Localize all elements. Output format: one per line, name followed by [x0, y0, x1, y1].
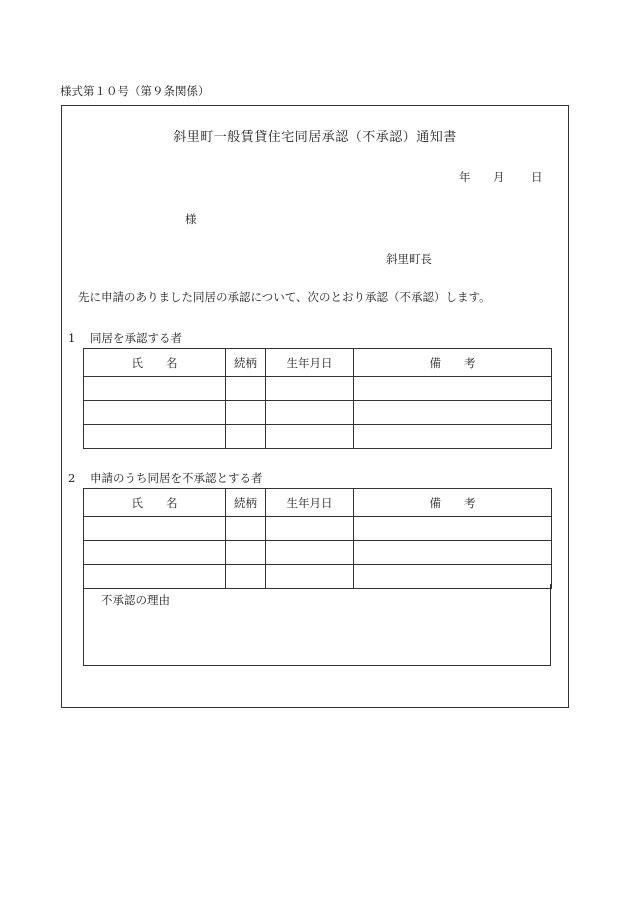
section2-heading — [68, 473, 263, 485]
approved-persons-table — [83, 348, 552, 449]
column-header-relationship: 続柄 — [226, 489, 266, 517]
cell-birthdate[interactable] — [266, 425, 354, 449]
cell-name[interactable] — [84, 425, 226, 449]
column-header-remarks: 備 考 — [354, 489, 552, 517]
cell-birthdate[interactable] — [266, 517, 354, 541]
table-row — [84, 425, 552, 449]
cell-remarks[interactable] — [354, 377, 552, 401]
section1-heading — [68, 333, 182, 345]
cell-name[interactable] — [84, 517, 226, 541]
notice-body-text: 先に申請のありました同居の承認について、次のとおり承認（不承認）します。 — [78, 290, 491, 304]
cell-relationship[interactable] — [226, 517, 266, 541]
addressee-suffix: 様 — [185, 212, 197, 226]
section1-number: 1 — [68, 331, 76, 345]
column-header-remarks: 備 考 — [354, 349, 552, 377]
cell-relationship[interactable] — [226, 425, 266, 449]
date-year-label: 年 — [459, 170, 471, 184]
column-header-birthdate: 生年月日 — [266, 349, 354, 377]
cell-remarks[interactable] — [354, 517, 552, 541]
cell-relationship[interactable] — [226, 541, 266, 565]
table-row — [84, 517, 552, 541]
cell-remarks[interactable] — [354, 541, 552, 565]
cell-birthdate[interactable] — [266, 377, 354, 401]
date-month-label: 月 — [493, 170, 505, 184]
cell-birthdate[interactable] — [266, 401, 354, 425]
column-header-birthdate: 生年月日 — [266, 489, 354, 517]
table-row — [84, 401, 552, 425]
cell-remarks[interactable] — [354, 425, 552, 449]
section1-title: 同居を承認する者 — [90, 331, 182, 345]
table-row — [84, 541, 552, 565]
column-header-relationship: 続柄 — [226, 349, 266, 377]
section2-title: 申請のうち同居を不承認とする者 — [90, 471, 263, 485]
form-number: 様式第１０号（第９条関係） — [60, 84, 210, 98]
table-header-row — [84, 489, 552, 517]
cell-relationship[interactable] — [226, 401, 266, 425]
issuer: 斜里町長 — [386, 252, 432, 266]
document-title: 斜里町一般賃貸住宅同居承認（不承認）通知書 — [173, 130, 457, 145]
rejection-reason-box[interactable] — [83, 584, 551, 666]
cell-birthdate[interactable] — [266, 541, 354, 565]
cell-name[interactable] — [84, 377, 226, 401]
cell-remarks[interactable] — [354, 401, 552, 425]
column-header-name: 氏 名 — [84, 349, 226, 377]
cell-name[interactable] — [84, 401, 226, 425]
rejected-persons-table — [83, 488, 552, 589]
cell-name[interactable] — [84, 541, 226, 565]
date-day-label: 日 — [531, 170, 543, 184]
cell-relationship[interactable] — [226, 377, 266, 401]
table-header-row — [84, 349, 552, 377]
column-header-name: 氏 名 — [84, 489, 226, 517]
table-row — [84, 377, 552, 401]
rejection-reason-label: 不承認の理由 — [101, 593, 170, 607]
section2-number: 2 — [68, 471, 76, 485]
